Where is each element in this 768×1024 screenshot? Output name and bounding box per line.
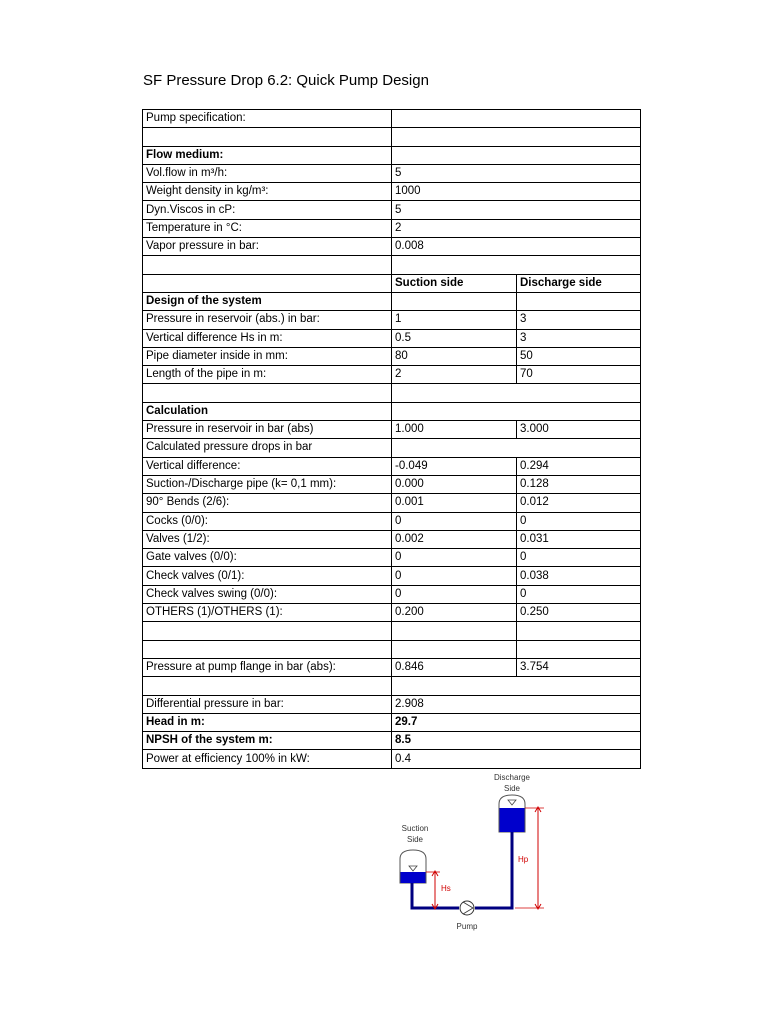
row-label: Pump specification: — [143, 110, 392, 128]
discharge-value: 0 — [517, 585, 641, 603]
row-label: Vol.flow in m³/h: — [143, 164, 392, 182]
row-label: Valves (1/2): — [143, 530, 392, 548]
pipe — [412, 832, 512, 908]
row-label: Power at efficiency 100% in kW: — [143, 750, 392, 768]
row-label: Design of the system — [143, 292, 392, 310]
discharge-value: 50 — [517, 347, 641, 365]
suction-label-line2: Side — [406, 835, 424, 844]
row-value: 5 — [392, 201, 641, 219]
discharge-value: Discharge side — [517, 274, 641, 292]
suction-value: 1.000 — [392, 421, 517, 439]
discharge-pipe — [475, 832, 512, 908]
suction-tank-water — [401, 872, 426, 883]
row-label: Cocks (0/0): — [143, 512, 392, 530]
discharge-value: 0 — [517, 512, 641, 530]
suction-value: Suction side — [392, 274, 517, 292]
suction-value: 1 — [392, 311, 517, 329]
pump-label: Pump — [456, 922, 478, 931]
suction-value: 2 — [392, 366, 517, 384]
suction-value: 0 — [392, 512, 517, 530]
row-label: Pressure in reservoir in bar (abs) — [143, 421, 392, 439]
suction-value: 0.200 — [392, 604, 517, 622]
discharge-label-line1: Discharge — [493, 773, 531, 782]
suction-value: 0 — [392, 549, 517, 567]
suction-value: 0.5 — [392, 329, 517, 347]
suction-label-line1: Suction — [401, 824, 429, 833]
discharge-value: 70 — [517, 366, 641, 384]
row-label: Flow medium: — [143, 146, 392, 164]
row-label: NPSH of the system m: — [143, 732, 392, 750]
row-label: Vertical difference Hs in m: — [143, 329, 392, 347]
row-value: 2.908 — [392, 695, 641, 713]
discharge-value: 0.038 — [517, 567, 641, 585]
suction-value: 0.846 — [392, 658, 517, 676]
discharge-value: 0.012 — [517, 494, 641, 512]
row-label: Calculated pressure drops in bar — [143, 439, 392, 457]
row-label: Vapor pressure in bar: — [143, 238, 392, 256]
row-label: Weight density in kg/m³: — [143, 183, 392, 201]
row-label: OTHERS (1)/OTHERS (1): — [143, 604, 392, 622]
row-label: Differential pressure in bar: — [143, 695, 392, 713]
suction-value: 0 — [392, 585, 517, 603]
discharge-value: 0 — [517, 549, 641, 567]
row-label: Check valves swing (0/0): — [143, 585, 392, 603]
row-label: Length of the pipe in m: — [143, 366, 392, 384]
discharge-value: 0.250 — [517, 604, 641, 622]
pump-icon — [460, 901, 474, 915]
row-value: 29.7 — [392, 713, 641, 731]
discharge-value: 3.754 — [517, 658, 641, 676]
row-label: Dyn.Viscos in cP: — [143, 201, 392, 219]
row-label: Pressure in reservoir (abs.) in bar: — [143, 311, 392, 329]
discharge-value: 0.031 — [517, 530, 641, 548]
discharge-tank — [499, 795, 525, 832]
suction-value: 0.000 — [392, 475, 517, 493]
discharge-tank-water — [500, 808, 525, 832]
hs-label: Hs — [441, 884, 451, 893]
suction-value: 0 — [392, 567, 517, 585]
row-label: Pressure at pump flange in bar (abs): — [143, 658, 392, 676]
row-label: Head in m: — [143, 713, 392, 731]
page-title: SF Pressure Drop 6.2: Quick Pump Design — [143, 72, 429, 89]
row-value: 2 — [392, 219, 641, 237]
discharge-value: 3.000 — [517, 421, 641, 439]
row-label: Temperature in °C: — [143, 219, 392, 237]
row-label: Calculation — [143, 402, 392, 420]
suction-value: 0.002 — [392, 530, 517, 548]
suction-tank — [400, 850, 426, 883]
row-label: 90° Bends (2/6): — [143, 494, 392, 512]
hp-label: Hp — [518, 855, 529, 864]
row-value: 0.008 — [392, 238, 641, 256]
row-value: 0.4 — [392, 750, 641, 768]
row-value: 1000 — [392, 183, 641, 201]
row-value: 5 — [392, 164, 641, 182]
row-label: Check valves (0/1): — [143, 567, 392, 585]
row-label: Gate valves (0/0): — [143, 549, 392, 567]
suction-value: 0.001 — [392, 494, 517, 512]
row-label: Pipe diameter inside in mm: — [143, 347, 392, 365]
row-label: Suction-/Discharge pipe (k= 0,1 mm): — [143, 475, 392, 493]
discharge-value: 0.128 — [517, 475, 641, 493]
discharge-value: 3 — [517, 329, 641, 347]
discharge-value: 3 — [517, 311, 641, 329]
suction-value: -0.049 — [392, 457, 517, 475]
discharge-value: 0.294 — [517, 457, 641, 475]
suction-value: 80 — [392, 347, 517, 365]
row-label: Vertical difference: — [143, 457, 392, 475]
discharge-label-line2: Side — [503, 784, 521, 793]
row-value: 8.5 — [392, 732, 641, 750]
